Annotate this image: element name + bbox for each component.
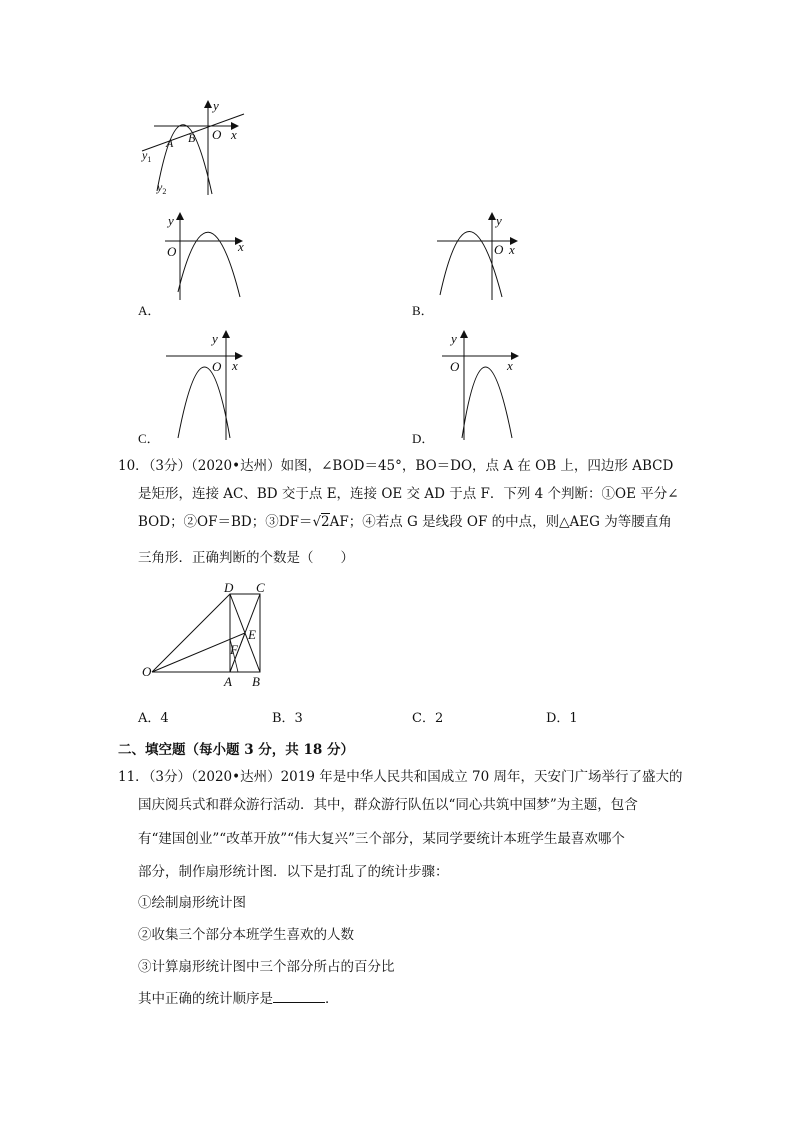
label-F: F — [230, 642, 238, 657]
sqrt-symbol: √ — [312, 514, 322, 530]
q11-line4: 部分，制作扇形统计图．以下是打乱了的统计步骤： — [138, 864, 449, 880]
q10-choice-d[interactable]: D．1 — [546, 711, 578, 726]
label-y1: $y_1$ — [142, 148, 152, 164]
q11-step2: ②收集三个部分本班学生喜欢的人数 — [138, 927, 354, 943]
label-E: E — [248, 627, 256, 642]
q10-line4: 三角形．正确判断的个数是（ ） — [138, 550, 354, 566]
label-O: O — [494, 242, 504, 257]
label-B: B — [252, 674, 260, 689]
q10-figure — [138, 582, 278, 690]
q10-choice-b[interactable]: B．3 — [272, 711, 303, 726]
label-y: y — [213, 98, 219, 113]
q11-answer-prompt: 其中正确的统计顺序是 — [138, 991, 273, 1007]
q11-line1 — [118, 764, 683, 790]
q11-number: 11． — [118, 769, 149, 785]
label-y2: $y_2$ — [157, 180, 167, 196]
q11-step3: ③计算扇形统计图中三个部分所占的百分比 — [138, 959, 395, 975]
option-b-graph — [432, 205, 527, 300]
label-B: B — [188, 131, 196, 145]
label-C: C — [256, 582, 265, 595]
parabola — [178, 232, 240, 297]
label-x: x — [507, 358, 513, 373]
label-y: y — [451, 331, 457, 346]
parabola — [462, 367, 512, 438]
label-x: x — [232, 358, 238, 373]
q10-line3 — [138, 509, 672, 535]
option-c-graph — [162, 328, 252, 440]
option-b-label[interactable]: B． — [412, 303, 434, 318]
parabola — [178, 367, 230, 438]
q11-answer-blank[interactable] — [273, 990, 325, 1003]
label-O: O — [142, 664, 152, 679]
option-a-graph — [160, 205, 250, 300]
label-x: x — [509, 242, 515, 257]
label-A: A — [166, 136, 174, 150]
q10-number: 10． — [118, 458, 149, 474]
label-A: A — [224, 674, 232, 689]
label-x: x — [238, 239, 244, 254]
label-D: D — [224, 582, 234, 595]
option-c-label[interactable]: C． — [138, 431, 160, 446]
option-d-label[interactable]: D． — [412, 431, 435, 446]
q10-line1 — [118, 453, 673, 479]
option-d-graph — [438, 328, 528, 440]
sqrt-radicand: 2 — [321, 514, 330, 530]
segment-OD — [152, 594, 230, 672]
q11-step1: ①绘制扇形统计图 — [138, 895, 246, 911]
q10-text-line3a: BOD；②OF＝BD；③DF＝ — [138, 514, 313, 530]
option-a-label[interactable]: A． — [138, 303, 161, 318]
label-O: O — [212, 359, 222, 374]
q10-choice-c[interactable]: C．2 — [412, 711, 444, 726]
q11-answer-line — [138, 986, 339, 1012]
label-y: y — [496, 213, 502, 228]
top-figure — [130, 95, 260, 200]
section2-heading: 二、填空题（每小题 3 分，共 18 分） — [118, 742, 354, 758]
q11-line3: 有“建国创业”“改革开放”“伟大复兴”三个部分，某同学要统计本班学生最喜欢哪个 — [138, 831, 625, 847]
q11-answer-end: ． — [325, 991, 339, 1007]
label-O: O — [167, 244, 177, 259]
label-y: y — [168, 213, 174, 228]
label-O: O — [212, 127, 222, 142]
q10-text-line1: （3分）（2020•达州）如图，∠BOD＝45°，BO＝DO，点 A 在 OB 上，四边形 ABCD — [148, 458, 674, 474]
label-y: y — [212, 331, 218, 346]
q11-text-line1: （3分）（2020•达州）2019 年是中华人民共和国成立 70 周年，天安门广场举行了盛大的 — [148, 769, 683, 785]
label-O: O — [450, 359, 460, 374]
q10-line2: 是矩形，连接 AC、BD 交于点 E，连接 OE 交 AD 于点 F．下列 4 个判断：①OE 平分∠ — [138, 486, 679, 502]
q11-line2: 国庆阅兵式和群众游行活动．其中，群众游行队伍以“同心共筑中国梦”为主题，包含 — [138, 797, 638, 813]
q10-text-line3b: AF；④若点 G 是线段 OF 的中点，则△AEG 为等腰直角 — [329, 514, 672, 530]
label-x: x — [231, 127, 237, 142]
q10-choice-a[interactable]: A．4 — [138, 711, 169, 726]
